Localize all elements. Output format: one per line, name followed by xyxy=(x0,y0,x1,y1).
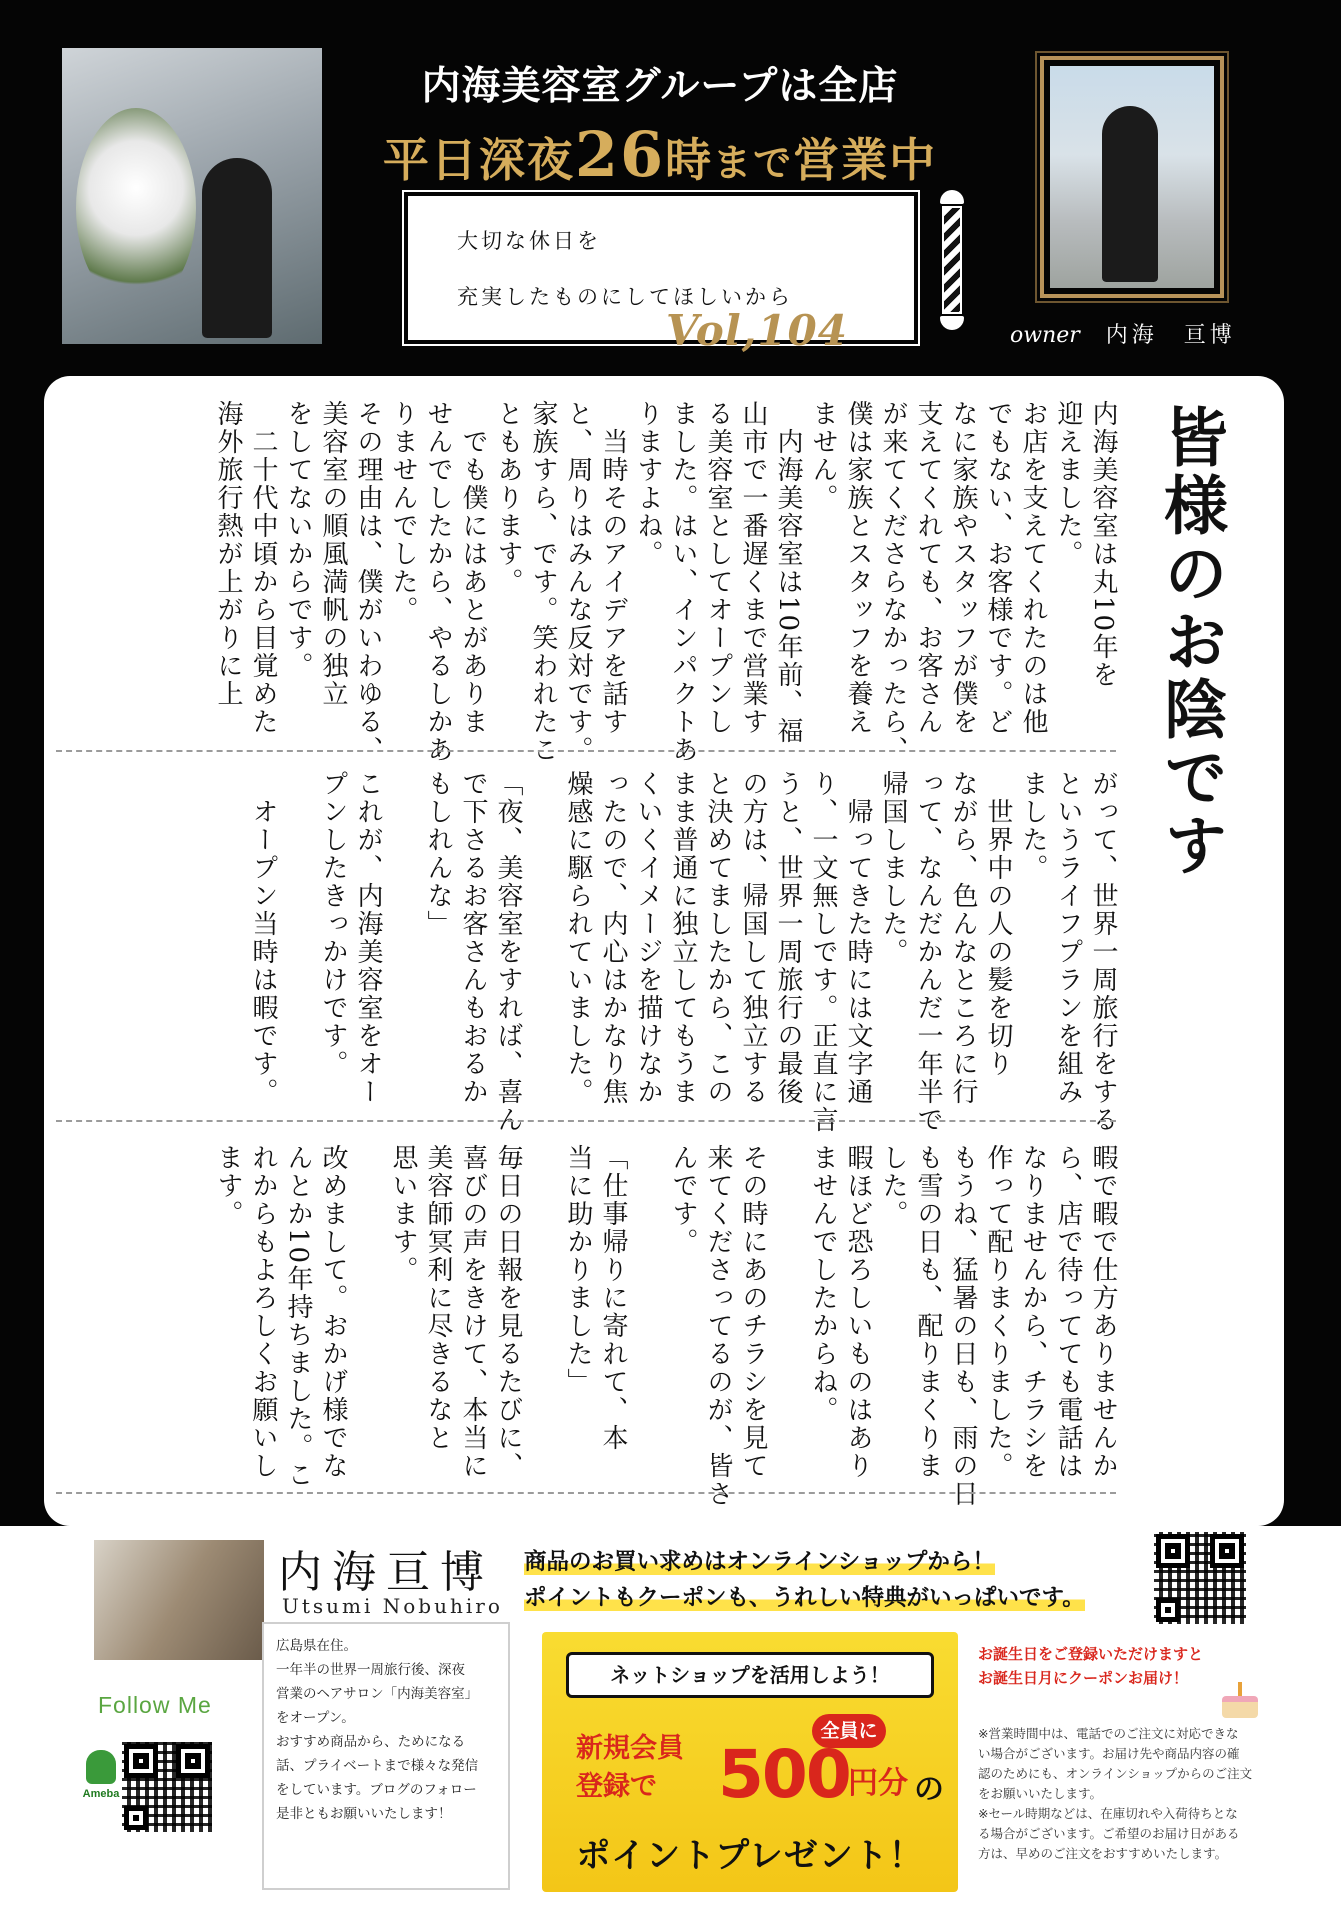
article-title: 皆様のお陰です xyxy=(1153,404,1227,880)
article-block-1 xyxy=(210,400,1120,764)
article-line: した。 xyxy=(878,1144,908,1228)
article-line: もうね、猛暑の日も、雨の日 xyxy=(948,1144,978,1508)
article-line xyxy=(350,1144,385,1474)
header-line2-post: 営業中 xyxy=(793,133,938,187)
divider-3 xyxy=(56,1492,1116,1494)
promo-register: 登録で xyxy=(576,1771,657,1802)
profile-bio-line: 一年半の世界一周旅行後、深夜 xyxy=(276,1662,465,1678)
article-line: 世界中の人の髪を切り xyxy=(983,770,1013,1078)
article-line: 迎えました。 xyxy=(1053,400,1083,568)
promo-all-badge: 全員に xyxy=(812,1714,886,1748)
article-line: ます。 xyxy=(213,1144,243,1228)
barber-pole-icon xyxy=(934,190,970,330)
article-line: 作って配りまくりました。 xyxy=(983,1144,1013,1480)
article-line: れからもよろしくお願いし xyxy=(248,1144,278,1480)
article-block-3 xyxy=(210,1144,1120,1508)
article-line: で下さるお客さんもおるか xyxy=(458,770,488,1106)
profile-bio-line: 話、プライベートまで様々な発信 xyxy=(276,1758,479,1774)
article-line: ませんでしたからね。 xyxy=(808,1144,838,1424)
article-line: 美容師冥利に尽きるなと xyxy=(423,1144,453,1452)
shop-qr-code[interactable] xyxy=(1154,1532,1246,1624)
article-line: でも僕にはあとがありま xyxy=(458,400,488,736)
article-line xyxy=(630,1144,665,1474)
article-line xyxy=(525,1144,560,1474)
article-line: が来てくださらなかったら、 xyxy=(878,400,908,764)
article-line: んとか10年持ちました。こ xyxy=(283,1144,313,1490)
article-line: 支えてくれても、お客さん xyxy=(913,400,943,736)
promo-new-member: 新規会員 xyxy=(576,1733,684,1764)
promo-heading: ネットショップを活用しよう！ xyxy=(566,1652,934,1698)
article-line: オープン当時は暇です。 xyxy=(248,770,278,1106)
ameba-logo-icon[interactable] xyxy=(78,1750,124,1806)
article-line: 当に助かりました」 xyxy=(563,1144,593,1396)
owner-figure xyxy=(1102,106,1158,282)
shop-line-2-text: ポイントもクーポンも、うれしい特典がいっぱいです。 xyxy=(524,1585,1085,1611)
profile-bio xyxy=(262,1622,510,1890)
article-line: というライフプランを組み xyxy=(1053,770,1083,1106)
article-line: 毎日の日報を見るたびに、 xyxy=(493,1144,523,1480)
profile-bio-line: をしています。ブログのフォロー xyxy=(276,1782,477,1798)
article-line: 僕は家族とスタッフを養え xyxy=(843,400,873,736)
promo-points-present: ポイントプレゼント！ xyxy=(576,1836,924,1876)
owner-role: owner xyxy=(1010,323,1080,348)
article-line: をしてないからです。 xyxy=(283,400,313,680)
profile-bio-line: 是非ともお願いいたします！ xyxy=(276,1806,452,1822)
article-line: なに家族やスタッフが僕を xyxy=(948,400,978,736)
article-line: うと、世界一周旅行の最後 xyxy=(773,770,803,1106)
profile-bio-line: 営業のヘアサロン「内海美容室」 xyxy=(276,1686,479,1702)
article-line: 来てくださってるのが、皆さ xyxy=(703,1144,733,1508)
article-line: 帰国しました。 xyxy=(878,770,908,966)
birthday-cake-icon xyxy=(1220,1680,1260,1720)
article-line: せんでしたから、やるしかあ xyxy=(423,400,453,764)
article-line: 改めまして。おかげ様でな xyxy=(318,1144,348,1480)
profile-name: 内海亘博 xyxy=(278,1547,494,1598)
owner-photo xyxy=(1050,66,1214,288)
birthday-coupon-text xyxy=(978,1642,1203,1690)
article-line: まま普通に独立してもうま xyxy=(668,770,698,1106)
article-line: ました。はい、インパクトあ xyxy=(668,400,698,764)
article-line: 暇ほど恐ろしいものはあり xyxy=(843,1144,873,1480)
shop-line-1-text: 商品のお買い求めはオンラインショップから！ xyxy=(524,1549,995,1575)
profile-romaji: Utsumi Nobuhiro xyxy=(282,1594,503,1618)
birthday-line-1: お誕生日をご登録いただけますと xyxy=(978,1645,1204,1663)
header-line2-num: 26 xyxy=(574,118,666,191)
shop-note-line: 認のためにも、オンラインショップからのご注文 xyxy=(978,1766,1253,1781)
article-line: 喜びの声をきけて、本当に xyxy=(458,1144,488,1480)
article-line: 内海美容室は丸10年を xyxy=(1088,400,1118,690)
profile-bio-line: 広島県在住。 xyxy=(276,1638,357,1654)
article-line: でもない、お客様です。ど xyxy=(983,400,1013,736)
shop-notes xyxy=(978,1724,1284,1864)
ameba-label: Ameba xyxy=(82,1788,120,1800)
salon-anniversary-photo xyxy=(62,48,322,344)
article-line: その時にあのチラシを見て xyxy=(738,1144,768,1480)
header-line1-wrap xyxy=(360,55,960,111)
article-line: 海外旅行熱が上がりに上 xyxy=(213,400,243,708)
article-line: 山市で一番遅くまで営業す xyxy=(738,400,768,736)
article-line: ったので、内心はかなり焦 xyxy=(598,770,628,1106)
article-line xyxy=(280,770,315,1100)
article-line: り、一文無しです。正直に言 xyxy=(808,770,838,1134)
profile-photo xyxy=(94,1540,264,1660)
article-line: プンしたきっかけです。 xyxy=(318,770,348,1078)
shop-note-line: ※営業時間中は、電話でのご注文に対応できな xyxy=(978,1726,1239,1741)
shop-line-2 xyxy=(524,1580,1085,1612)
header-line2-small: まで xyxy=(713,140,794,185)
tagline-line1: 大切な休日を xyxy=(457,229,601,253)
article-line: がって、世界一周旅行をする xyxy=(1088,770,1118,1134)
header-line2-pre: 平日深夜 xyxy=(382,133,575,187)
article-block-2 xyxy=(245,770,1120,1134)
article-line: んです。 xyxy=(668,1144,698,1256)
article-line: 二十代中頃から目覚めた xyxy=(248,400,278,736)
article-line: と決めてましたから、この xyxy=(703,770,733,1106)
blog-qr-code[interactable] xyxy=(122,1742,212,1832)
shop-note-line: ※セール時期などは、在庫切れや入荷待ちとな xyxy=(978,1806,1238,1821)
owner-caption xyxy=(1010,318,1236,349)
tagline-line2: 充実したものにしてほしいから xyxy=(457,285,793,309)
article-line xyxy=(770,1144,805,1474)
shop-line-1 xyxy=(524,1544,995,1576)
promo-unit: 円分 xyxy=(848,1766,908,1801)
article-line xyxy=(525,770,560,1100)
birthday-line-2: お誕生日月にクーポンお届け！ xyxy=(978,1669,1189,1687)
shop-note-line: い場合がございます。お届け先や商品内容の確 xyxy=(978,1746,1240,1761)
promo-no: の xyxy=(914,1772,944,1807)
article-line: その理由は、僕がいわゆる、 xyxy=(353,400,383,764)
owner-figure xyxy=(202,158,272,338)
article-line: ません。 xyxy=(808,400,838,512)
header-line1: 内海美容室グループは全店 xyxy=(421,64,899,109)
divider-1 xyxy=(56,750,1116,752)
article-line: なりませんから、チラシを xyxy=(1018,1144,1048,1480)
article-line: って、なんだかんだ一年半で xyxy=(913,770,943,1134)
article-line: も雪の日も、配りまくりま xyxy=(913,1144,943,1480)
profile-bio-line: おすすめ商品から、ためになる xyxy=(276,1734,466,1750)
article-line: りますよね。 xyxy=(633,400,663,568)
header-line2-mid: 時 xyxy=(665,133,714,187)
header-line2 xyxy=(360,118,960,191)
article-line: ながら、色んなところに行 xyxy=(948,770,978,1106)
owner-name: 内海 亘博 xyxy=(1105,323,1236,348)
article-line: と、周りはみんな反対です。 xyxy=(563,400,593,764)
divider-2 xyxy=(56,1120,1116,1122)
volume-number: Vol,104 xyxy=(666,306,848,355)
article-line: 美容室の順風満帆の独立 xyxy=(318,400,348,708)
shop-note-line: 方は、早めのご注文をおすすめいたします。 xyxy=(978,1846,1228,1861)
article-line: 帰ってきた時には文字通 xyxy=(843,770,873,1106)
profile-bio-line: をオープン。 xyxy=(276,1710,355,1726)
article-line: の方は、帰国して独立する xyxy=(738,770,768,1106)
article-line: 「仕事帰りに寄れて、本 xyxy=(598,1144,628,1452)
article-line: 「夜、美容室をすれば、喜ん xyxy=(493,770,523,1134)
article-line: る美容室としてオープンし xyxy=(703,400,733,736)
article-line: 内海美容室は10年前、福 xyxy=(773,400,803,746)
shop-note-line: をお願いいたします。 xyxy=(978,1786,1103,1801)
article-line: 燥感に駆られていました。 xyxy=(563,770,593,1106)
article-line xyxy=(385,770,420,1100)
article-line: くいくイメージを描けなか xyxy=(633,770,663,1106)
article-line: 家族すら、です。笑われたこ xyxy=(528,400,558,764)
article-line: 思います。 xyxy=(388,1144,418,1284)
article-line: ら、店で待ってても電話は xyxy=(1053,1144,1083,1480)
promo-amount: 500 xyxy=(718,1736,850,1813)
article-line: りませんでした。 xyxy=(388,400,418,624)
article-line: お店を支えてくれたのは他 xyxy=(1018,400,1048,736)
article-line: ともあります。 xyxy=(493,400,523,596)
article-line: もしれんな」 xyxy=(423,770,453,938)
article-line: 暇で暇で仕方ありませんか xyxy=(1088,1144,1118,1480)
article-line: これが、内海美容室をオー xyxy=(353,770,383,1106)
flower-stand xyxy=(76,108,196,308)
promo-banner[interactable] xyxy=(542,1632,958,1892)
shop-note-line: る場合がございます。ご希望のお届け日がある xyxy=(978,1826,1240,1841)
follow-me-label: Follow Me xyxy=(98,1692,212,1718)
article-line: ました。 xyxy=(1018,770,1048,882)
article-line: 当時そのアイデアを話す xyxy=(598,400,628,736)
